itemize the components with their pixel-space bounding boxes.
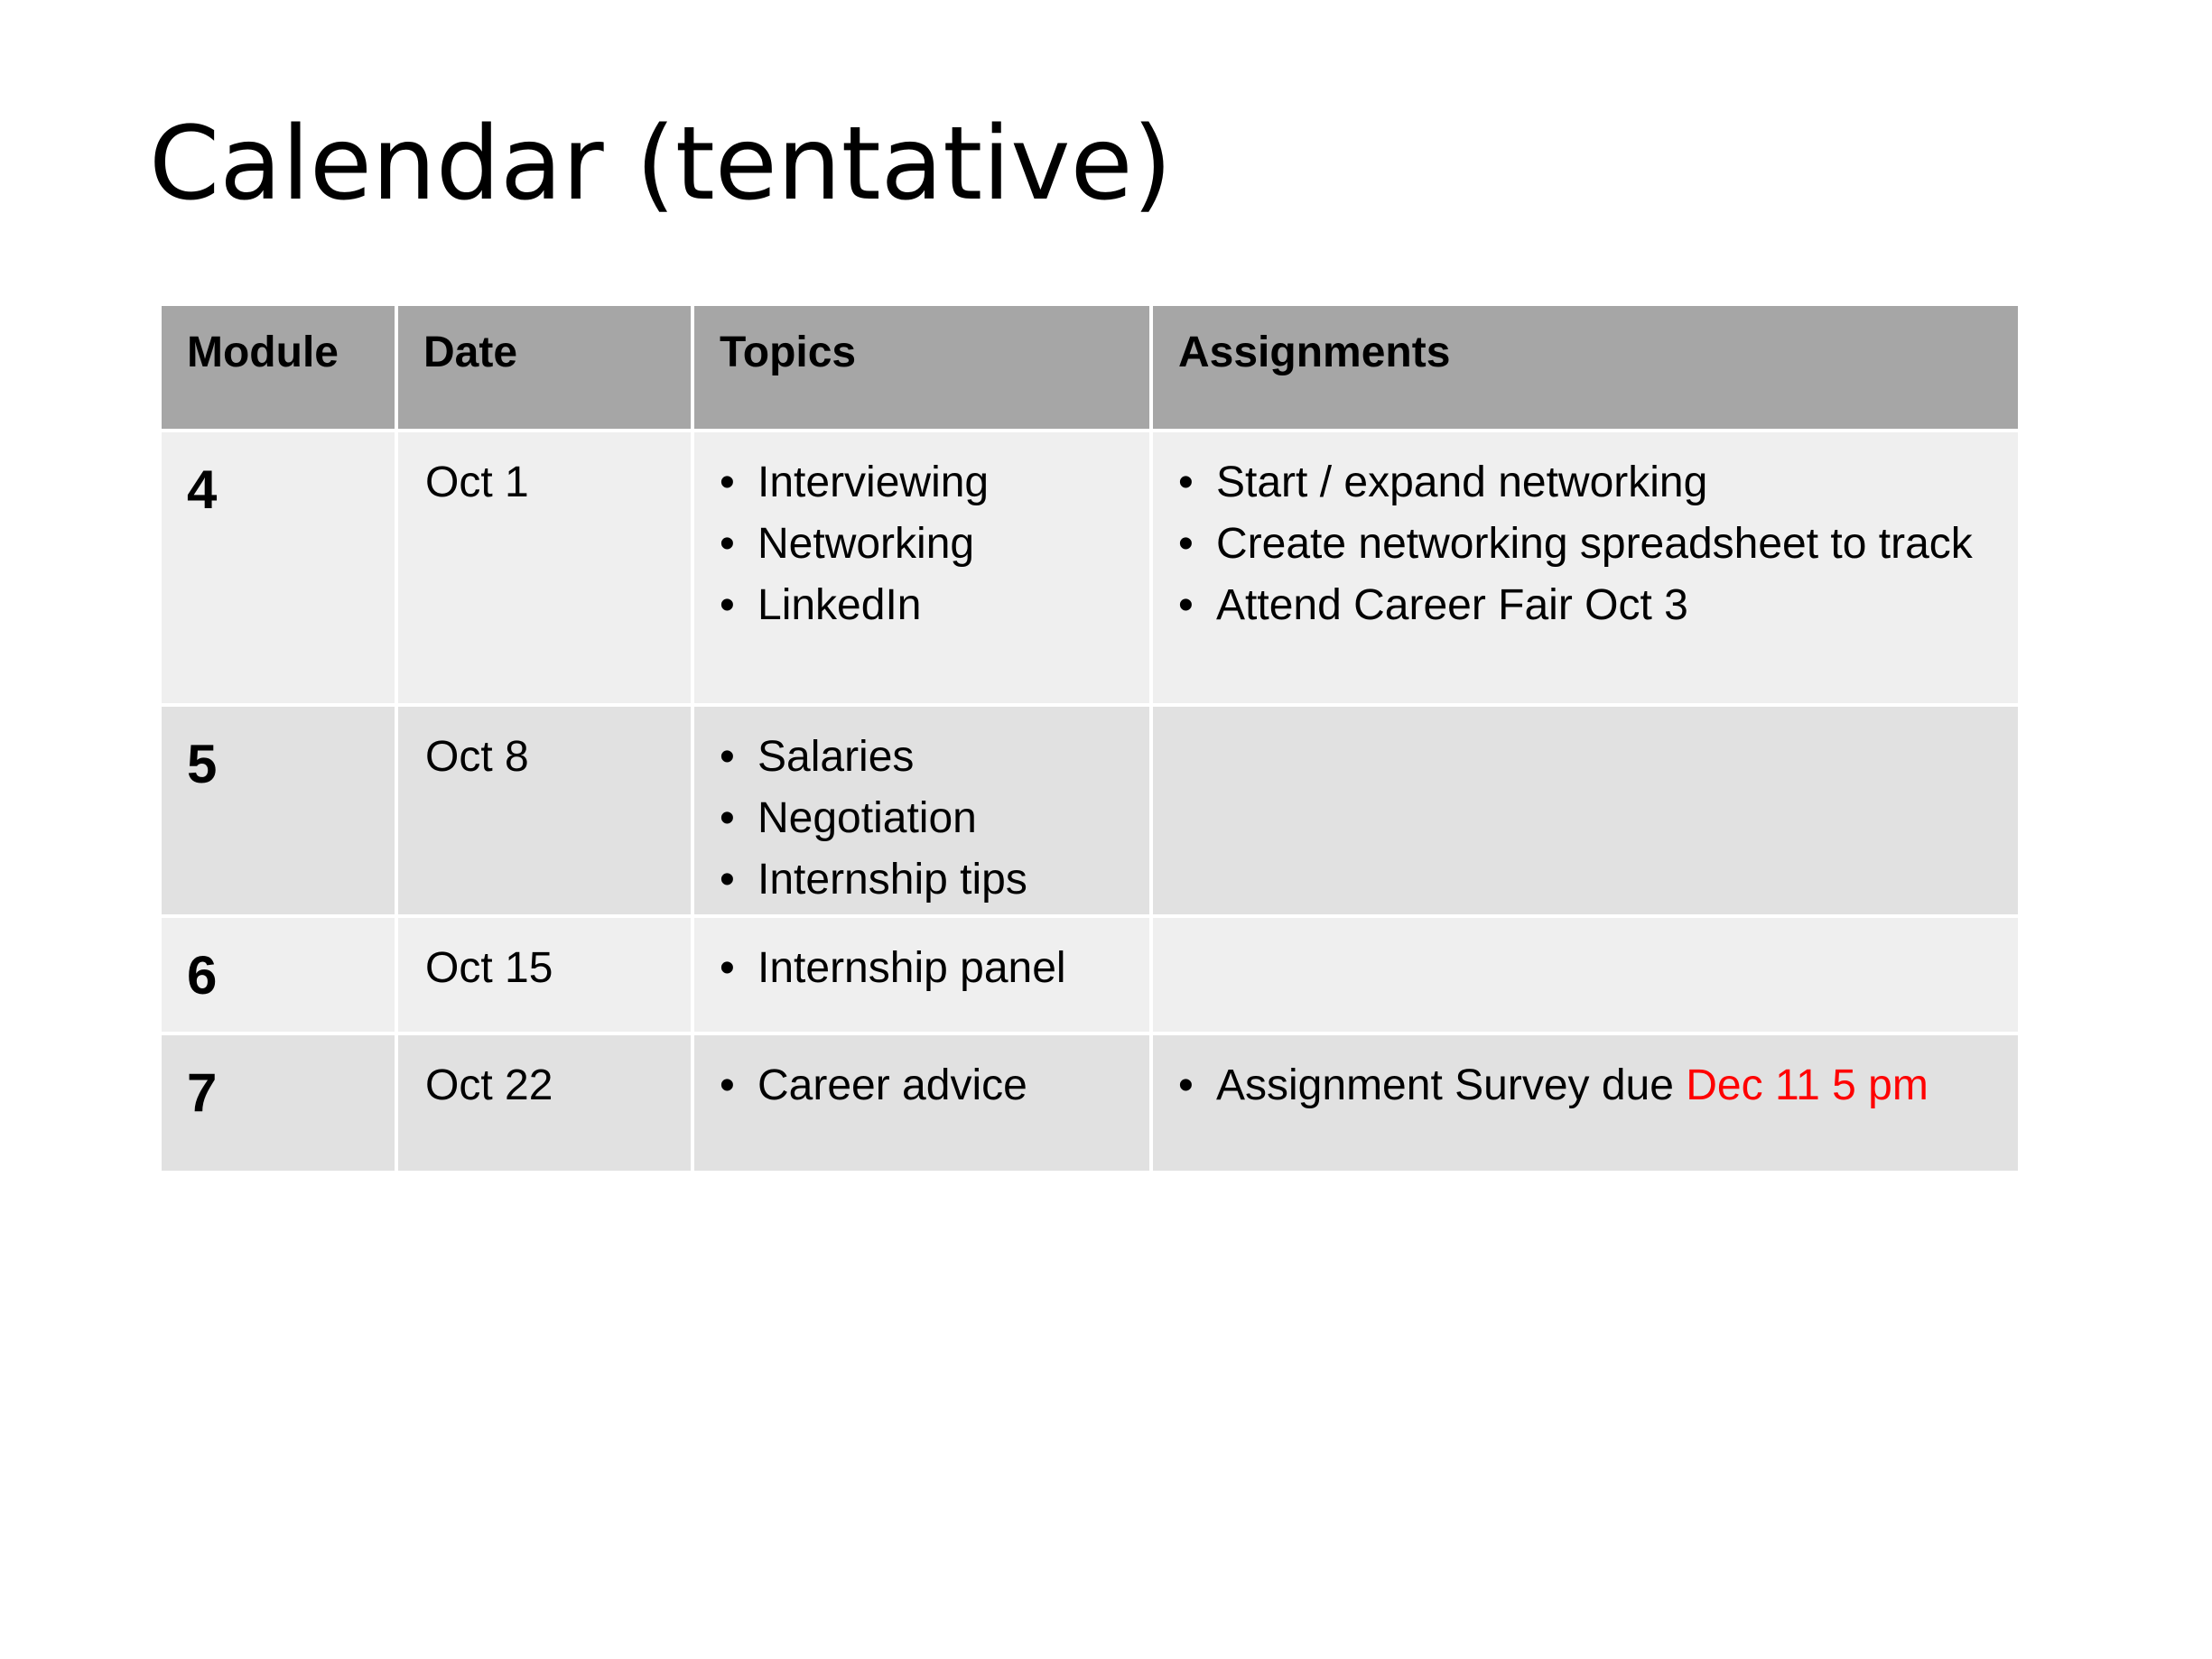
assignments-list (1178, 1055, 1993, 1117)
assignments-cell (1153, 918, 2018, 1032)
topic-item (720, 1055, 1124, 1117)
page-title: Calendar (tentative) (149, 106, 1173, 223)
module-number: 5 (187, 734, 218, 794)
bullet-icon: • (1178, 1061, 1194, 1109)
bullet-icon: • (720, 944, 735, 992)
topics-cell (694, 707, 1149, 914)
bullet-icon: • (720, 520, 735, 568)
date-text: Oct 1 (425, 459, 529, 506)
module-number: 4 (187, 459, 218, 520)
assignments-cell (1153, 707, 2018, 914)
header-assignments: Assignments (1153, 306, 2018, 429)
topic-text: Interviewing (757, 459, 990, 506)
topic-text: Internship tips (757, 856, 1027, 904)
topics-list (720, 452, 1124, 636)
topic-text: Salaries (757, 733, 915, 781)
calendar-table (158, 302, 2021, 1174)
topic-text: Negotiation (757, 794, 977, 842)
header-topics: Topics (694, 306, 1149, 429)
topic-text: Networking (757, 520, 975, 568)
assignment-item (1178, 452, 1993, 514)
bullet-icon: • (720, 1061, 735, 1109)
topic-item (720, 788, 1124, 849)
topics-cell (694, 432, 1149, 703)
module-cell (162, 432, 395, 703)
module-cell (162, 707, 395, 914)
table-row (162, 707, 2018, 914)
topic-item (720, 452, 1124, 514)
header-date: Date (398, 306, 691, 429)
assignment-text: Create networking spreadsheet to track (1216, 520, 1973, 568)
topic-text: LinkedIn (757, 581, 922, 629)
table-header-row (162, 306, 2018, 429)
bullet-icon: • (1178, 459, 1194, 506)
assignment-item (1178, 575, 1993, 636)
bullet-icon: • (720, 581, 735, 629)
date-text: Oct 15 (425, 944, 553, 992)
bullet-icon: • (1178, 520, 1194, 568)
assignments-cell (1153, 432, 2018, 703)
assignment-text: Assignment Survey due (1216, 1061, 1687, 1109)
table-row (162, 1035, 2018, 1171)
topics-cell (694, 1035, 1149, 1171)
topics-cell (694, 918, 1149, 1032)
bullet-icon: • (1178, 581, 1194, 629)
due-date-highlight: Dec 11 5 pm (1686, 1061, 1929, 1109)
module-cell (162, 1035, 395, 1171)
topic-item (720, 514, 1124, 575)
assignment-item (1178, 1055, 1993, 1117)
topic-item (720, 849, 1124, 911)
module-cell (162, 918, 395, 1032)
topics-list (720, 938, 1124, 999)
topics-list (720, 1055, 1124, 1117)
assignments-cell (1153, 1035, 2018, 1171)
assignment-text: Attend Career Fair Oct 3 (1216, 581, 1688, 629)
date-cell (398, 918, 691, 1032)
topics-list (720, 727, 1124, 911)
date-text: Oct 22 (425, 1061, 553, 1109)
date-cell (398, 1035, 691, 1171)
header-module: Module (162, 306, 395, 429)
topic-text: Internship panel (757, 944, 1066, 992)
table-body (162, 432, 2018, 1171)
table-row (162, 432, 2018, 703)
topic-text: Career advice (757, 1061, 1027, 1109)
bullet-icon: • (720, 794, 735, 842)
topic-item (720, 938, 1124, 999)
topic-item (720, 575, 1124, 636)
assignments-list (1178, 452, 1993, 636)
assignment-item (1178, 514, 1993, 575)
topic-item (720, 727, 1124, 788)
bullet-icon: • (720, 733, 735, 781)
date-cell (398, 707, 691, 914)
module-number: 6 (187, 945, 218, 1006)
date-text: Oct 8 (425, 733, 529, 781)
table-row (162, 918, 2018, 1032)
date-cell (398, 432, 691, 703)
bullet-icon: • (720, 459, 735, 506)
assignment-text: Start / expand networking (1216, 459, 1708, 506)
module-number: 7 (187, 1062, 218, 1123)
bullet-icon: • (720, 856, 735, 904)
